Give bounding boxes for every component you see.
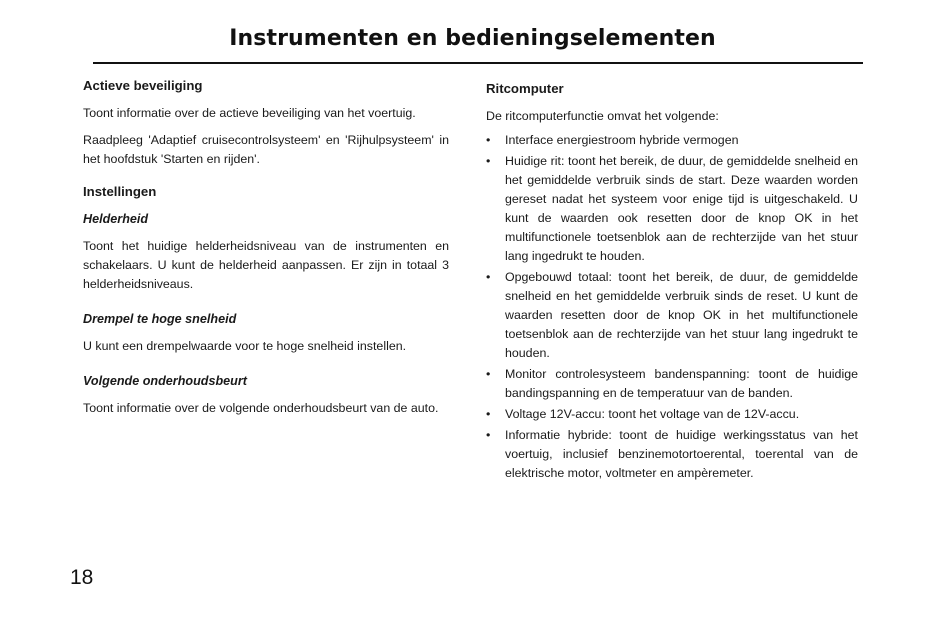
- settings-heading: Instellingen: [83, 184, 157, 199]
- list-item-text: Interface energiestroom hybride vermogen: [505, 133, 739, 147]
- list-item: [486, 131, 858, 150]
- trip-computer-list: [486, 131, 858, 483]
- list-item-text: Monitor controlesysteem bandenspanning: toont de huidige bandingspanning en de temperatuur van de banden.: [505, 367, 858, 400]
- list-item: [486, 426, 858, 483]
- bullet-icon: •: [486, 154, 491, 168]
- next-service-text: Toont informatie over de volgende onderhoudsbeurt van de auto.: [83, 401, 439, 415]
- bullet-icon: •: [486, 133, 491, 147]
- speed-threshold-heading: Drempel te hoge snelheid: [83, 312, 237, 326]
- list-item: [486, 365, 858, 403]
- list-item-text: Informatie hybride: toont de huidige werkingsstatus van het voertuig, inclusief benzinemotortoerental, toerental van de elektrische motor, voltmeter en ampèremeter.: [505, 428, 858, 480]
- active-safety-text: Toont informatie over de actieve beveiliging van het voertuig.: [83, 106, 416, 120]
- brightness-text: Toont het huidige helderheidsniveau van de instrumenten en schakelaars. U kunt de helderheid aanpassen. Er zijn in totaal 3 helderheidsniveaus.: [83, 239, 449, 291]
- active-safety-heading: Actieve beveiliging: [83, 78, 203, 93]
- bullet-icon: •: [486, 407, 491, 421]
- page-number: 18: [70, 566, 94, 589]
- list-item-text: Voltage 12V-accu: toont het voltage van de 12V-accu.: [505, 407, 800, 421]
- list-item-text: Opgebouwd totaal: toont het bereik, de duur, de gemiddelde snelheid en het gemiddelde verbruik sinds de reset. U kunt de waarden resetten door de knop OK in het multifunctionele toetsenblok aan de rechterzijde van het stuur lang ingedrukt te houden.: [505, 270, 858, 360]
- left-column: [83, 77, 449, 418]
- brightness-heading: Helderheid: [83, 212, 149, 226]
- page-title: Instrumenten en bedieningselementen: [229, 26, 716, 51]
- bullet-icon: •: [486, 428, 491, 442]
- bullet-icon: •: [486, 270, 491, 284]
- bullet-icon: •: [486, 367, 491, 381]
- list-item: [486, 405, 858, 424]
- trip-computer-intro: De ritcomputerfunctie omvat het volgende:: [486, 109, 719, 123]
- title-rule: [93, 62, 863, 64]
- right-column: [486, 80, 858, 485]
- active-safety-reference: Raadpleeg 'Adaptief cruisecontrolsysteem' en 'Rijhulpsysteem' in het hoofdstuk 'Starten en rijden'.: [83, 133, 449, 166]
- speed-threshold-text: U kunt een drempelwaarde voor te hoge snelheid instellen.: [83, 339, 407, 353]
- next-service-heading: Volgende onderhoudsbeurt: [83, 374, 247, 388]
- list-item: [486, 152, 858, 266]
- trip-computer-heading: Ritcomputer: [486, 81, 564, 96]
- list-item-text: Huidige rit: toont het bereik, de duur, de gemiddelde snelheid en het gemiddelde verbruik sinds de start. Deze waarden worden gereset nadat het systeem voor enige tijd is uitgeschakeld. U kunt de waarden ook resetten door de knop OK in het multifunctionele toetsenblok aan de rechterzijde van het stuur lang ingedrukt te houden.: [505, 154, 858, 263]
- list-item: [486, 268, 858, 363]
